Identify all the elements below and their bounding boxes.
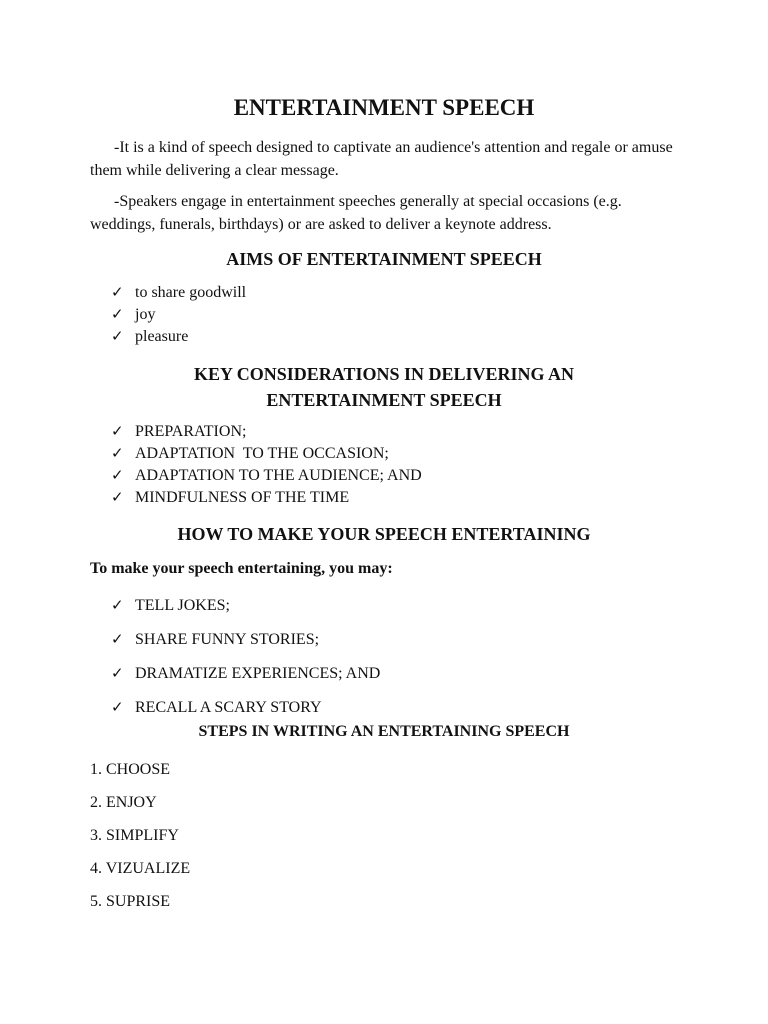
aims-heading: AIMS OF ENTERTAINMENT SPEECH — [226, 249, 542, 269]
check-mark-icon: ✓ — [111, 446, 124, 462]
check-mark-icon: ✓ — [111, 632, 124, 648]
steps-heading: STEPS IN WRITING AN ENTERTAINING SPEECH — [198, 723, 570, 740]
check-mark-icon: ✓ — [111, 598, 124, 614]
list-item: 3. SIMPLIFY — [90, 827, 179, 844]
document-title: ENTERTAINMENT SPEECH — [233, 95, 535, 120]
list-item: ✓ MINDFULNESS OF THE TIME — [111, 487, 422, 509]
how-to-list — [111, 589, 380, 725]
occasions-paragraph: -Speakers engage in entertainment speeches generally at special occasions (e.g. weddings, funerals, birthdays) or are asked to deliver a keynote address. — [90, 193, 622, 233]
list-item: ✓ pleasure — [111, 326, 246, 348]
list-item: ✓ ADAPTATION TO THE AUDIENCE; AND — [111, 465, 422, 487]
aims-list — [111, 282, 246, 348]
list-item: ✓ RECALL A SCARY STORY — [111, 691, 380, 725]
list-item: ✓ PREPARATION; — [111, 421, 422, 443]
check-mark-icon: ✓ — [111, 424, 124, 440]
list-item: ✓ to share goodwill — [111, 282, 246, 304]
check-mark-icon: ✓ — [111, 700, 124, 716]
check-mark-icon: ✓ — [111, 666, 124, 682]
considerations-heading-line1: KEY CONSIDERATIONS IN DELIVERING AN — [193, 364, 575, 384]
check-mark-icon: ✓ — [111, 307, 124, 323]
list-item: ✓ DRAMATIZE EXPERIENCES; AND — [111, 657, 380, 691]
list-item: 4. VIZUALIZE — [90, 860, 191, 877]
considerations-list — [111, 421, 422, 509]
considerations-heading — [0, 361, 768, 413]
list-item: 1. CHOOSE — [90, 761, 171, 778]
list-item: ✓ SHARE FUNNY STORIES; — [111, 623, 380, 657]
how-to-lead: To make your speech entertaining, you may: — [90, 560, 393, 577]
how-to-heading: HOW TO MAKE YOUR SPEECH ENTERTAINING — [177, 524, 591, 544]
check-mark-icon: ✓ — [111, 285, 124, 301]
considerations-heading-line2: ENTERTAINMENT SPEECH — [266, 390, 502, 410]
list-item: ✓ TELL JOKES; — [111, 589, 380, 623]
check-mark-icon: ✓ — [111, 490, 124, 506]
definition-paragraph: -It is a kind of speech designed to captivate an audience's attention and regale or amuse them while delivering a clear message. — [90, 139, 673, 179]
list-item: 2. ENJOY — [90, 794, 157, 811]
list-item: ✓ joy — [111, 304, 246, 326]
check-mark-icon: ✓ — [111, 329, 124, 345]
steps-list — [90, 753, 190, 918]
list-item: 5. SUPRISE — [90, 893, 171, 910]
check-mark-icon: ✓ — [111, 468, 124, 484]
list-item: ✓ ADAPTATION TO THE OCCASION; — [111, 443, 422, 465]
